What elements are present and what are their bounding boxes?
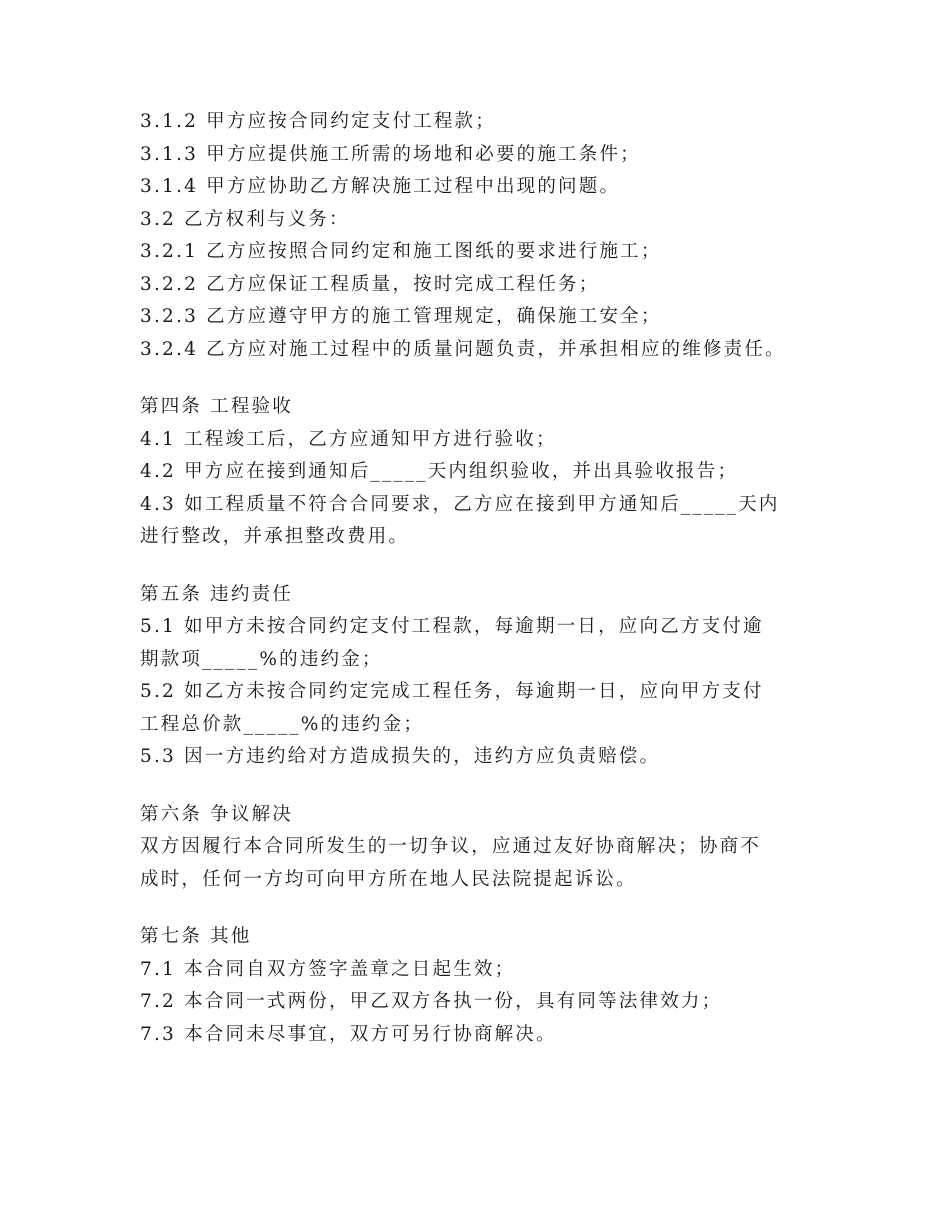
contract-body	[140, 106, 820, 1051]
clause-7-2: 7.2 本合同一式两份，甲乙双方各执一份，具有同等法律效力；	[140, 991, 723, 1012]
article-6-heading: 第六条 争议解决	[140, 803, 293, 825]
article-6-text: 双方因履行本合同所发生的一切争议，应通过友好协商解决；协商不	[140, 836, 762, 857]
section-3-clauses	[140, 106, 820, 366]
clause-3-2-2: 3.2.2 乙方应保证工程质量，按时完成工程任务；	[140, 273, 600, 295]
article-7	[140, 921, 820, 1051]
article-4	[140, 391, 820, 554]
paragraph-gap	[140, 554, 820, 579]
clause-4-3-continued: 进行整改，并承担整改费用。	[140, 526, 410, 547]
clause-7-1: 7.1 本合同自双方签字盖章之日起生效；	[140, 958, 516, 980]
clause-3-2-4: 3.2.4 乙方应对施工过程中的质量问题负责，并承担相应的维修责任。	[140, 338, 786, 360]
clause-3-1-4: 3.1.4 甲方应协助乙方解决施工过程中出现的问题。	[140, 176, 621, 197]
clause-3-2-3: 3.2.3 乙方应遵守甲方的施工管理规定，确保施工安全；	[140, 306, 662, 327]
clause-3-2-heading: 3.2 乙方权利与义务：	[140, 208, 350, 230]
clause-4-3: 4.3 如工程质量不符合合同要求，乙方应在接到甲方通知后_____天内	[140, 493, 780, 515]
article-5-heading: 第五条 违约责任	[140, 583, 293, 605]
clause-5-3: 5.3 因一方违约给对方造成损失的，违约方应负责赔偿。	[140, 746, 661, 767]
clause-3-2-1: 3.2.1 乙方应按照合同约定和施工图纸的要求进行施工；	[140, 241, 662, 262]
clause-4-2: 4.2 甲方应在接到通知后_____天内组织验收，并出具验收报告；	[140, 461, 739, 482]
paragraph-gap	[140, 896, 820, 921]
article-4-heading: 第四条 工程验收	[140, 396, 293, 417]
clause-5-2-continued: 工程总价款_____%的违约金；	[140, 713, 425, 735]
clause-5-1-continued: 期款项_____%的违约金；	[140, 648, 383, 670]
clause-4-1: 4.1 工程竣工后，乙方应通知甲方进行验收；	[140, 428, 557, 450]
article-6-text-continued: 成时，任何一方均可向甲方所在地人民法院提起诉讼。	[140, 868, 637, 890]
clause-5-2: 5.2 如乙方未按合同约定完成工程任务，每逾期一日，应向甲方支付	[140, 681, 764, 702]
paragraph-gap	[140, 366, 820, 391]
clause-5-1: 5.1 如甲方未按合同约定支付工程款，每逾期一日，应向乙方支付逾	[140, 616, 764, 637]
clause-3-1-2: 3.1.2 甲方应按合同约定支付工程款；	[140, 111, 496, 132]
article-5	[140, 579, 820, 774]
article-6	[140, 799, 820, 897]
paragraph-gap	[140, 774, 820, 799]
clause-7-3: 7.3 本合同未尽事宜，双方可另行协商解决。	[140, 1023, 557, 1045]
article-7-heading: 第七条 其他	[140, 926, 252, 947]
clause-3-1-3: 3.1.3 甲方应提供施工所需的场地和必要的施工条件；	[140, 143, 641, 165]
